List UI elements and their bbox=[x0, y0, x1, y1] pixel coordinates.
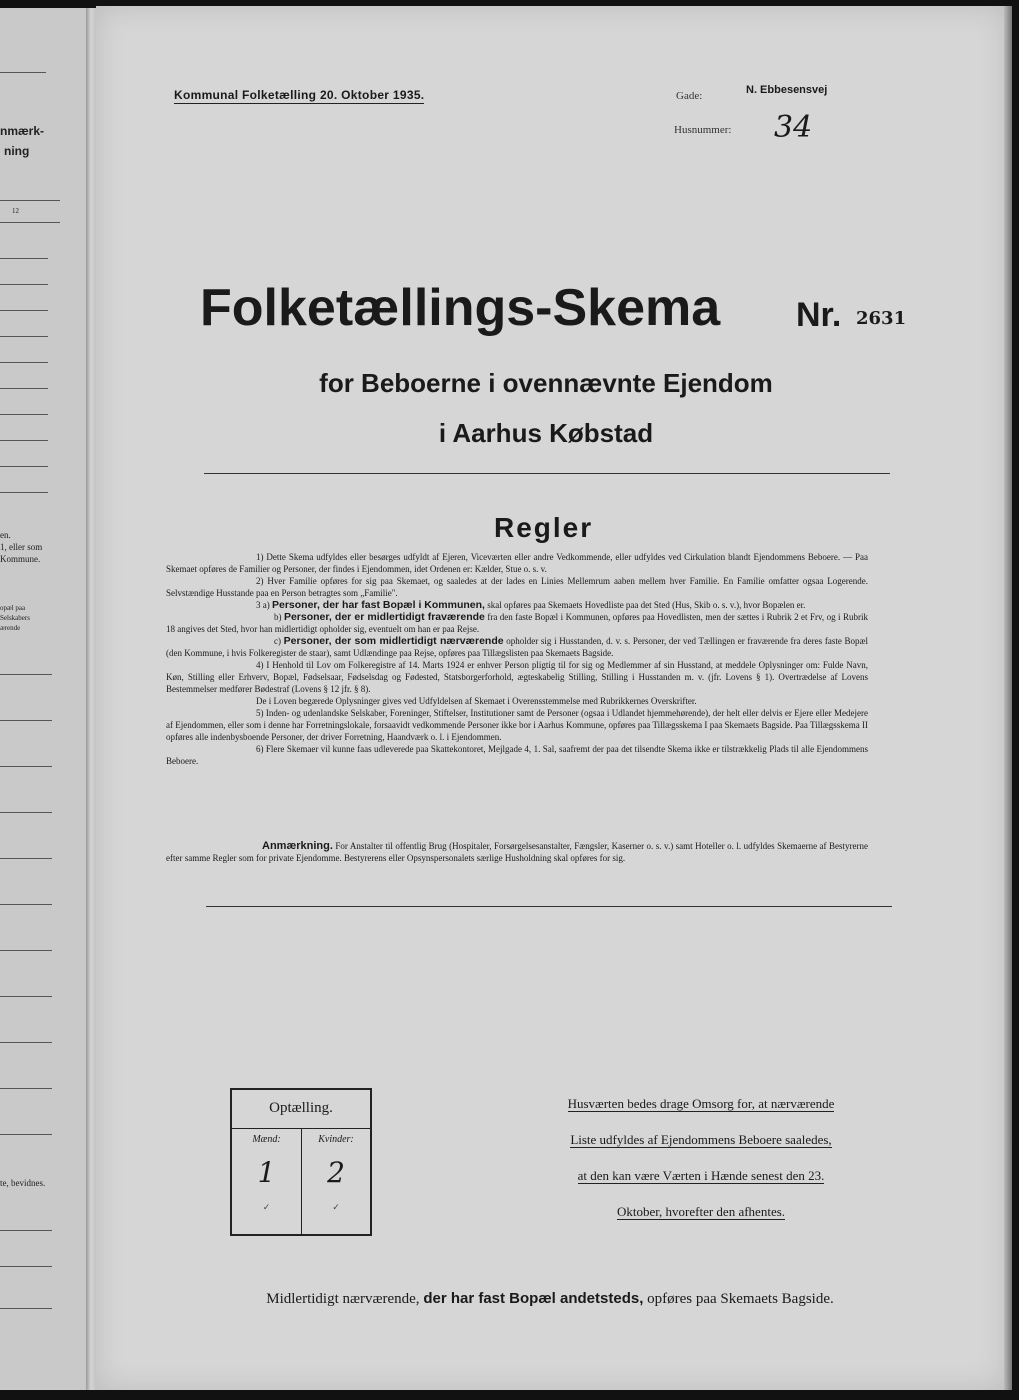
divider bbox=[0, 720, 52, 721]
divider bbox=[0, 284, 48, 285]
notice-line: Oktober, hvorefter den afhentes. bbox=[616, 1204, 786, 1219]
divider bbox=[0, 200, 60, 201]
remark bbox=[166, 840, 868, 864]
divider bbox=[0, 766, 52, 767]
census-form-page bbox=[96, 6, 1006, 1390]
divider bbox=[0, 812, 52, 813]
divider bbox=[0, 1266, 52, 1267]
divider bbox=[0, 222, 60, 223]
landlord-notice bbox=[516, 1086, 886, 1230]
left-heading-1: nmærk- bbox=[0, 124, 45, 138]
divider bbox=[204, 473, 890, 474]
divider bbox=[0, 492, 48, 493]
divider bbox=[0, 388, 48, 389]
check-mark-icon: ✓ bbox=[262, 1202, 271, 1212]
form-subtitle-2: i Aarhus Købstad bbox=[438, 418, 654, 448]
page-edge bbox=[1004, 6, 1012, 1390]
divider bbox=[0, 336, 48, 337]
street-value: N. Ebbesensvej bbox=[746, 84, 828, 96]
rule-3a-emphasis: Personer, der har fast Bopæl i Kommunen, bbox=[272, 599, 485, 611]
divider bbox=[0, 950, 52, 951]
form-number: 2631 bbox=[856, 308, 907, 329]
rule-3b: b) Personer, der er midlertidigt fraværende fra den faste Bopæl i Kommunen, opføres paa Hovedlisten, men der sættes i Rubrik 2 et Frv, og i Rubrik 18 angives det Sted, hvor han midlertidigt opholder sig, eventuelt om han er paa Rejse. bbox=[166, 611, 869, 634]
men-count: 1 bbox=[257, 1156, 276, 1189]
street-label: Gade: bbox=[676, 90, 703, 102]
left-column-number: 12 bbox=[12, 207, 19, 215]
men-label: Mænd: bbox=[252, 1134, 281, 1145]
left-note: ærende bbox=[0, 624, 21, 632]
rule-4: 4) I Henhold til Lov om Folkeregistre af 14. Marts 1924 er enhver Person pligtig til for sig og Medlemmer af sin Husstand, at meddele Oplysninger om: Fulde Navn, Køn, Stilling eller Erhverv, Bopæl, Fødselsaar, Fødselsdag og Fødested, Statsborgerforhold, ægteskabelig Stilling, Stilling i Husstanden m. v. (jfr. Lovens § 1). Overtrædelse af Lovens Bestemmelser medfører Bødestraf (Lovens § 12 jfr. § 8). bbox=[166, 660, 868, 694]
left-note: 1, eller som bbox=[0, 542, 43, 552]
divider bbox=[0, 674, 52, 675]
form-number-label: Nr. bbox=[796, 296, 842, 334]
divider bbox=[0, 72, 46, 73]
divider bbox=[0, 466, 48, 467]
notice-line: Liste udfyldes af Ejendommens Beboere saaledes, bbox=[570, 1132, 832, 1147]
count-title: Optælling. bbox=[269, 1100, 333, 1116]
divider bbox=[0, 362, 48, 363]
divider bbox=[206, 906, 892, 907]
rule-1: 1) Dette Skema udfyldes eller besørges udfyldt af Ejeren, Viceværten eller andre Vedkommende, eller udfyldes ved Cirkulation blandt Ejendommens Beboere. — Paa Skemaet opføres de Familier og Personer, der findes i Ejendommen, idet Ordenen er: Kælder, Stue o. s. v. bbox=[166, 552, 868, 574]
rule-4b: De i Loven begærede Oplysninger gives ved Udfyldelsen af Skemaet i Overensstemmelse med Rubrikkernes Overskrifter. bbox=[256, 696, 697, 706]
rule-6: 6) Flere Skemaer vil kunne faas udleverede paa Skattekontoret, Mejlgade 4, 1. Sal, saafremt der paa det tilsendte Skema ikke er tilstrækkelig Plads til alle Ejendommens Beboere. bbox=[166, 744, 868, 766]
divider bbox=[0, 258, 48, 259]
rule-3a: 3 a) Personer, der har fast Bopæl i Kommunen, skal opføres paa Skemaets Hovedliste paa det Sted (Hus, Skib o. s. v.), hvor Bopælen er. bbox=[256, 599, 806, 611]
left-note: Selskabers bbox=[0, 614, 30, 622]
remark-label: Anmærkning. bbox=[262, 840, 333, 852]
left-heading-2: ning bbox=[4, 144, 30, 158]
divider bbox=[0, 1308, 52, 1309]
notice-line: at den kan være Værten i Hænde senest den 23. bbox=[577, 1168, 825, 1183]
form-subtitle-1: for Beboerne i ovennævnte Ejendom bbox=[319, 368, 773, 398]
divider bbox=[0, 440, 48, 441]
remark-text: For Anstalter til offentlig Brug (Hospitaler, Forsørgelsesanstalter, Fængsler, Kaserner o. s. v.) samt Hoteller o. l. udfyldes Skemaerne af Bestyrerne efter samme Regler som for private Ejendomme. Bestyrerens eller Opsynspersonalets særlige Husholdning skal opføres for sig. bbox=[166, 841, 869, 863]
rule-2: 2) Hver Familie opføres for sig paa Skemaet, og saaledes at der lades en Linies Mellemrum aaben mellem hver Familie. En Familie omfatter ogsaa Logerende. Selvstændige Husstande paa en Person betragtes som „Familie". bbox=[166, 576, 868, 598]
divider bbox=[0, 1134, 52, 1135]
previous-page-strip bbox=[0, 8, 92, 1390]
divider bbox=[0, 1088, 52, 1089]
footer-note: Midlertidigt nærværende, der har fast Bopæl andetsteds, opføres paa Skemaets Bagside. bbox=[266, 1290, 834, 1307]
rule-5: 5) Inden- og udenlandske Selskaber, Foreninger, Stiftelser, Institutioner samt de Personer (ogsaa i Udlandet hjemmehørende), der helt eller delvis er Ejere eller Medejere af Ejendommen, eller som i denne har Forretningslokale, forsaavidt vedkommende Personer ikke bor i Aarhus Kommune, opføres paa Tillægsskema I paa Skemaets Bagside. Paa Tillægsskema II opføres alle indenbysboende Personer, der driver Forretning, Haandværk o. l. i Ejendommen. bbox=[166, 708, 868, 742]
divider bbox=[0, 904, 52, 905]
left-note: Kommune. bbox=[0, 554, 41, 564]
rules-heading: Regler bbox=[494, 512, 594, 543]
census-header: Kommunal Folketælling 20. Oktober 1935. bbox=[174, 88, 425, 102]
divider bbox=[0, 1042, 52, 1043]
left-note: en. bbox=[0, 530, 11, 540]
divider bbox=[0, 310, 48, 311]
count-box bbox=[230, 1088, 372, 1236]
rules-body bbox=[166, 551, 868, 767]
house-number-value: 34 bbox=[774, 110, 813, 145]
divider bbox=[0, 858, 52, 859]
form-title: Folketællings-Skema bbox=[200, 279, 721, 337]
left-note: te, bevidnes. bbox=[0, 1178, 46, 1188]
rule-3c: c) Personer, der som midlertidigt nærværende opholder sig i Husstanden, d. v. s. Personer, der ved Tællingen er fraværende fra deres faste Bopæl (den Kommune, i hvis Folkeregister de staar), samt Udlændinge paa Rejse, opføres paa Tillægslisten paa Skemaets Bagside. bbox=[166, 635, 868, 658]
divider bbox=[0, 996, 52, 997]
women-label: Kvinder: bbox=[318, 1134, 354, 1145]
check-mark-icon: ✓ bbox=[332, 1202, 340, 1212]
women-count: 2 bbox=[327, 1156, 345, 1189]
notice-line: Husværten bedes drage Omsorg for, at nærværende bbox=[567, 1096, 835, 1111]
house-number-label: Husnummer: bbox=[674, 124, 732, 136]
divider bbox=[0, 414, 48, 415]
rule-3b-emphasis: Personer, der er midlertidigt fraværende bbox=[283, 611, 485, 623]
rule-3c-emphasis: Personer, der som midlertidigt nærværende bbox=[283, 635, 504, 647]
left-note: opæl paa bbox=[0, 604, 26, 612]
divider bbox=[0, 1230, 52, 1231]
